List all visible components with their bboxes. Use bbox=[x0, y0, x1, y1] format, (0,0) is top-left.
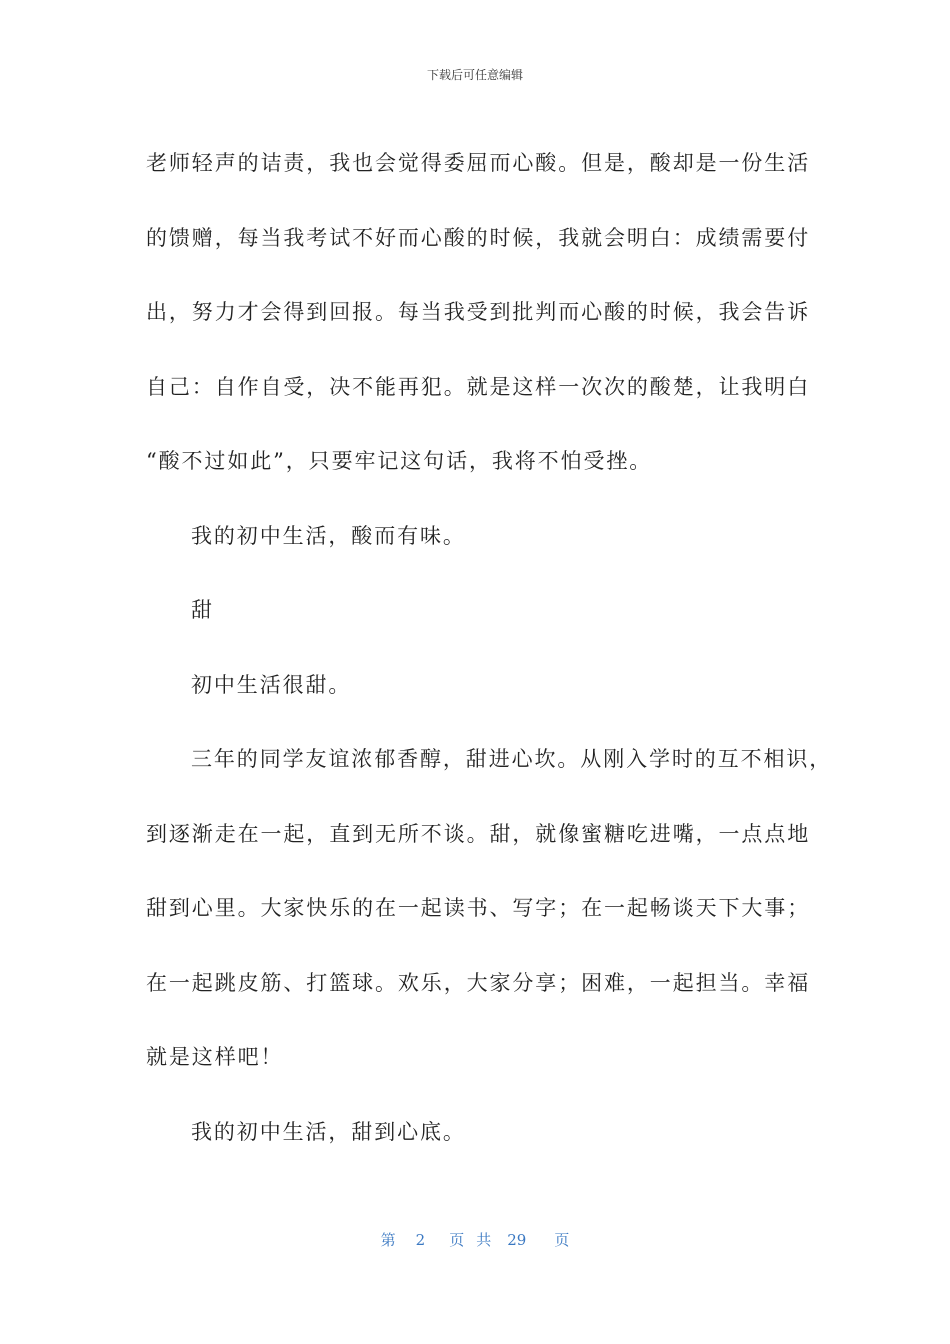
paragraph-sour-summary: 我的初中生活，酸而有味。 bbox=[191, 523, 466, 548]
footer-page-suffix: 页 bbox=[554, 1231, 570, 1249]
footer-total-prefix: 共 bbox=[476, 1231, 492, 1249]
text-line: 甜到心里。大家快乐的在一起读书、写字；在一起畅谈天下大事； bbox=[146, 896, 811, 920]
paragraph-sweet-intro: 初中生活很甜。 bbox=[191, 672, 352, 697]
text-line: 的馈赠，每当我考试不好而心酸的时候，我就会明白：成绩需要付 bbox=[146, 225, 811, 250]
text-line: 三年的同学友谊浓郁香醇，甜进心坎。从刚入学时的互不相识， bbox=[191, 747, 833, 771]
text-line: 就是这样吧！ bbox=[146, 1045, 284, 1069]
document-body bbox=[146, 126, 833, 1169]
page-footer bbox=[0, 1229, 950, 1250]
paragraph-sweet-summary: 我的初中生活，甜到心底。 bbox=[191, 1119, 466, 1144]
footer-total-pages: 29 bbox=[507, 1231, 527, 1249]
text-line: “酸不过如此”，只要牢记这句话，我将不怕受挫。 bbox=[146, 449, 653, 473]
text-line: 出，努力才会得到回报。每当我受到批判而心酸的时候，我会告诉 bbox=[146, 300, 811, 324]
text-line: 到逐渐走在一起，直到无所不谈。甜，就像蜜糖吃进嘴，一点点地 bbox=[146, 821, 811, 846]
footer-page-mid: 页 bbox=[449, 1231, 465, 1249]
text-line: 老师轻声的诘责，我也会觉得委屈而心酸。但是，酸却是一份生活 bbox=[146, 151, 811, 175]
text-line: 在一起跳皮筋、打篮球。欢乐，大家分享；困难，一起担当。幸福 bbox=[146, 970, 811, 995]
footer-page-prefix: 第 bbox=[380, 1231, 396, 1249]
section-heading-sweet: 甜 bbox=[191, 598, 214, 622]
footer-page-number: 2 bbox=[415, 1231, 426, 1249]
text-line: 自己：自作自受，决不能再犯。就是这样一次次的酸楚，让我明白 bbox=[146, 374, 811, 399]
header-note: 下载后可任意编辑 bbox=[426, 68, 523, 82]
